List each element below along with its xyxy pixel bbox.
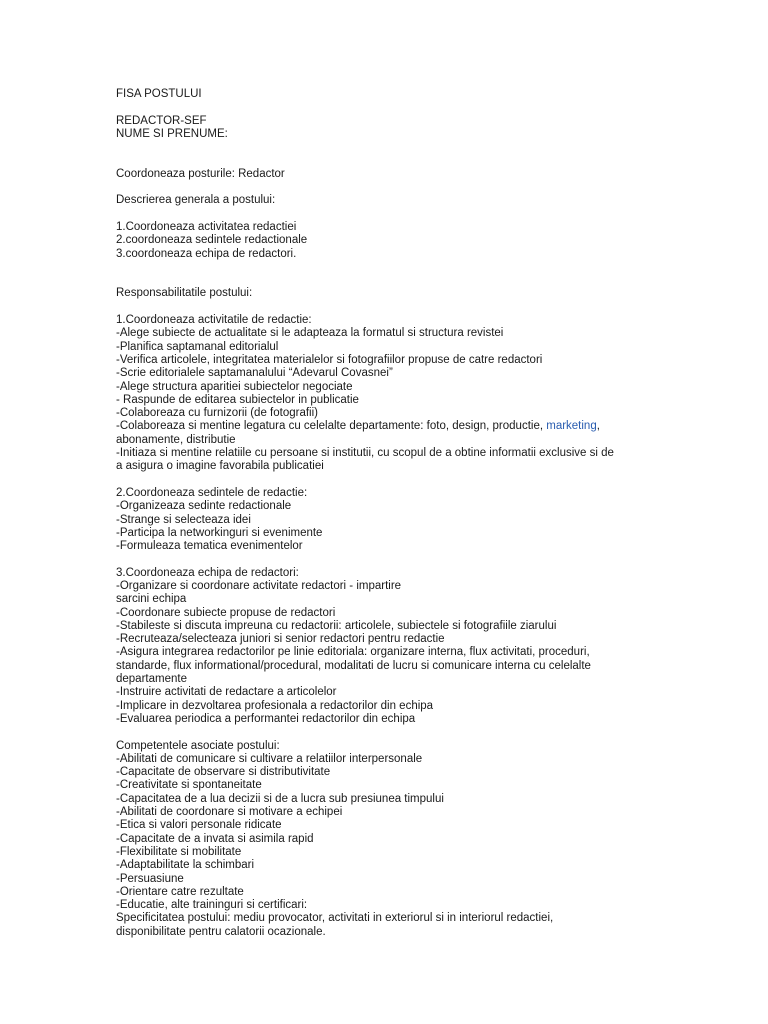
resp1-item: -Scrie editorialele saptamanalului “Adevarul Covasnei” — [116, 367, 393, 380]
resp3-item: departamente — [116, 673, 187, 686]
general-item: 1.Coordoneaza activitatea redactiei — [116, 220, 297, 233]
competency-item: -Flexibilitate si mobilitate — [116, 845, 242, 858]
resp3-item: -Coordonare subiecte propuse de redactori — [116, 606, 336, 619]
resp1-item: -Alege structura aparitiei subiectelor negociate — [116, 380, 353, 393]
competencies-heading: Competentele asociate postului: — [116, 739, 280, 752]
resp3-item: -Stabileste si discuta impreuna cu redactorii: articolele, subiectele si fotografiile ziarului — [116, 619, 557, 632]
competency-item: -Educatie, alte traininguri si certificari: — [116, 899, 308, 912]
resp3-item: -Recruteaza/selecteaza juniori si senior redactori pentru redactie — [116, 633, 445, 646]
doc-title: FISA POSTULUI — [116, 88, 202, 100]
resp1-item-collaboration — [116, 420, 676, 433]
resp2-item: -Formuleaza tematica evenimentelor — [116, 540, 303, 553]
competency-item: -Capacitate de observare si distributivitate — [116, 766, 331, 779]
competency-item: -Etica si valori personale ridicate — [116, 819, 282, 832]
resp3-item: -Organizare si coordonare activitate redactori - impartire — [116, 579, 402, 592]
resp2-item: -Organizeaza sedinte redactionale — [116, 500, 292, 513]
resp3-item: -Asigura integrarea redactorilor pe linie editoriala: organizare interna, flux activitati, proceduri, — [116, 646, 590, 659]
specificity-line: disponibilitate pentru calatorii ocazionale. — [116, 925, 326, 938]
name-label: NUME SI PRENUME: — [116, 127, 228, 140]
resp1-item: - Raspunde de editarea subiectelor in publicatie — [116, 393, 359, 406]
resp1-item: a asigura o imagine favorabila publicatiei — [116, 460, 324, 473]
resp3-item: standarde, flux informational/procedural, modalitati de lucru si comunicare interna cu celelalte — [116, 659, 591, 672]
resp1-item: -Colaboreaza cu furnizorii (de fotografii) — [116, 407, 318, 420]
coordinates-line: Coordoneaza posturile: Redactor — [116, 167, 285, 180]
collab-text: -Colaboreaza si mentine legatura cu celelalte departamente: foto, design, productie, — [116, 420, 547, 433]
resp3-item: -Evaluarea periodica a performantei redactorilor din echipa — [116, 712, 416, 725]
responsibilities-heading: Responsabilitatile postului: — [116, 287, 253, 300]
resp2-heading: 2.Coordoneaza sedintele de redactie: — [116, 486, 308, 499]
competency-item: -Capacitate de a invata si asimila rapid — [116, 832, 314, 845]
competency-item: -Persuasiune — [116, 872, 184, 885]
resp3-item: sarcini echipa — [116, 593, 187, 606]
document-page — [116, 88, 676, 939]
resp1-item: -Alege subiecte de actualitate si le adapteaza la formatul si structura revistei — [116, 327, 504, 340]
competency-item: -Adaptabilitate la schimbari — [116, 859, 255, 872]
competency-item: -Creativitate si spontaneitate — [116, 779, 262, 792]
competency-item: -Abilitati de comunicare si cultivare a relatiilor interpersonale — [116, 752, 423, 765]
competency-item: -Capacitatea de a lua decizii si de a lucra sub presiunea timpului — [116, 792, 444, 805]
resp2-item: -Participa la networkinguri si evenimente — [116, 526, 323, 539]
competency-item: -Orientare catre rezultate — [116, 885, 244, 898]
resp1-item: -Verifica articolele, integritatea materialelor si fotografiilor propuse de catre redactori — [116, 353, 543, 366]
resp3-item: -Implicare in dezvoltarea profesionala a redactorilor din echipa — [116, 699, 434, 712]
position-title: REDACTOR-SEF — [116, 114, 207, 127]
resp1-item: -Planifica saptamanal editorialul — [116, 340, 279, 353]
resp1-item: abonamente, distributie — [116, 433, 236, 446]
resp1-item: -Initiaza si mentine relatiile cu persoane si institutii, cu scopul de a obtine informatii exclusive si de — [116, 447, 614, 460]
resp3-item: -Instruire activitati de redactare a articolelor — [116, 686, 337, 699]
resp3-heading: 3.Coordoneaza echipa de redactori: — [116, 566, 299, 579]
resp2-item: -Strange si selecteaza idei — [116, 513, 251, 526]
marketing-link[interactable]: marketing — [546, 420, 597, 433]
general-item: 2.coordoneaza sedintele redactionale — [116, 234, 308, 247]
specificity-line: Specificitatea postului: mediu provocator, activitati in exteriorul si in interiorul redactiei, — [116, 912, 554, 925]
competency-item: -Abilitati de coordonare si motivare a echipei — [116, 806, 343, 819]
collab-suffix: , — [596, 420, 600, 433]
general-heading: Descrierea generala a postului: — [116, 194, 276, 207]
resp1-heading: 1.Coordoneaza activitatile de redactie: — [116, 314, 312, 327]
general-item: 3.coordoneaza echipa de redactori. — [116, 247, 297, 260]
